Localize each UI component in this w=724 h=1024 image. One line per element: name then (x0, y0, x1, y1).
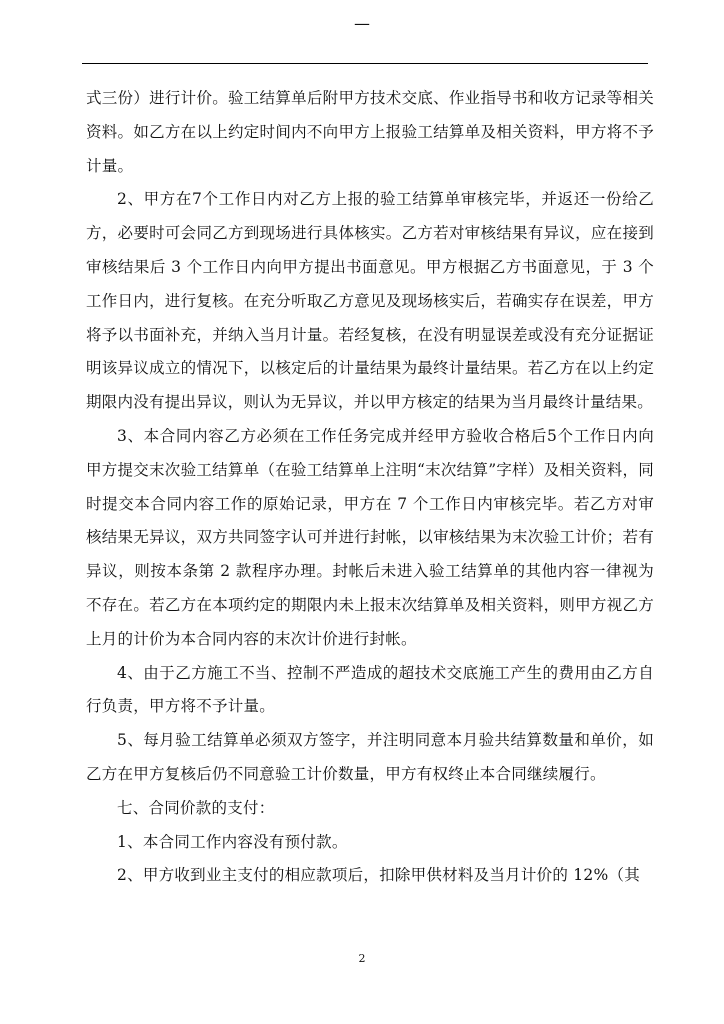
header-mark: — (354, 14, 370, 33)
section-heading-payment: 七、合同价款的支付： (117, 798, 275, 817)
paragraph-continuation: 式三份）进行计价。验工结算单后附甲方技术交底、作业指导书和收方记录等相关资料。如乙方在以上约定时间内不向甲方上报验工结算单及相关资料，甲方将不予计量。 (86, 89, 654, 175)
paragraph-clause-5: 5、每月验工结算单必须双方签字，并注明同意本月验共结算数量和单价，如乙方在甲方复核后仍不同意验工计价数量，甲方有权终止本合同继续履行。 (86, 731, 654, 783)
paragraph-clause-2: 2、甲方在7个工作日内对乙方上报的验工结算单审核完毕，并返还一份给乙方，必要时可会同乙方到现场进行具体核实。乙方若对审核结果有异议，应在接到审核结果后 3 个工作日内向甲方提出书面意见。甲方根据乙方书面意见，于 3 个工作日内，进行复核。在充分听取乙方意见及现场核实后，若确实存在误差，甲方将予以书面补充，并纳入当月计量。若经复核，在没有明显误差或没有充分证据证明该异议成立的情况下，以核定后的计量结果为最终计量结果。若乙方在以上约定期限内没有提出异议，则认为无异议，并以甲方核定的结果为当月最终计量结果。 (86, 190, 654, 412)
paragraph-clause-3: 3、本合同内容乙方必须在工作任务完成并经甲方验收合格后5个工作日内向甲方提交末次验工结算单（在验工结算单上注明“末次结算”字样）及相关资料，同时提交本合同内容工作的原始记录，甲方在 7 个工作日内审核完毕。若乙方对审核结果无异议，双方共同签字认可并进行封帐，以审核结果为末次验工计价；若有异议，则按本条第 2 款程序办理。封帐后未进入验工结算单的其他内容一律视为不存在。若乙方在本项约定的期限内未上报末次结算单及相关资料，则甲方视乙方上月的计价为本合同内容的末次计价进行封帐。 (86, 426, 654, 648)
header-rule (82, 63, 648, 64)
page-number: 2 (358, 952, 366, 965)
document-body (86, 82, 654, 893)
paragraph-payment-2: 2、甲方收到业主支付的相应款项后，扣除甲供材料及当月计价的 12%（其 (117, 866, 640, 885)
paragraph-payment-1: 1、本合同工作内容没有预付款。 (117, 832, 348, 851)
paragraph-clause-4: 4、由于乙方施工不当、控制不严造成的超技术交底施工产生的费用由乙方自行负责，甲方将不予计量。 (86, 663, 654, 716)
